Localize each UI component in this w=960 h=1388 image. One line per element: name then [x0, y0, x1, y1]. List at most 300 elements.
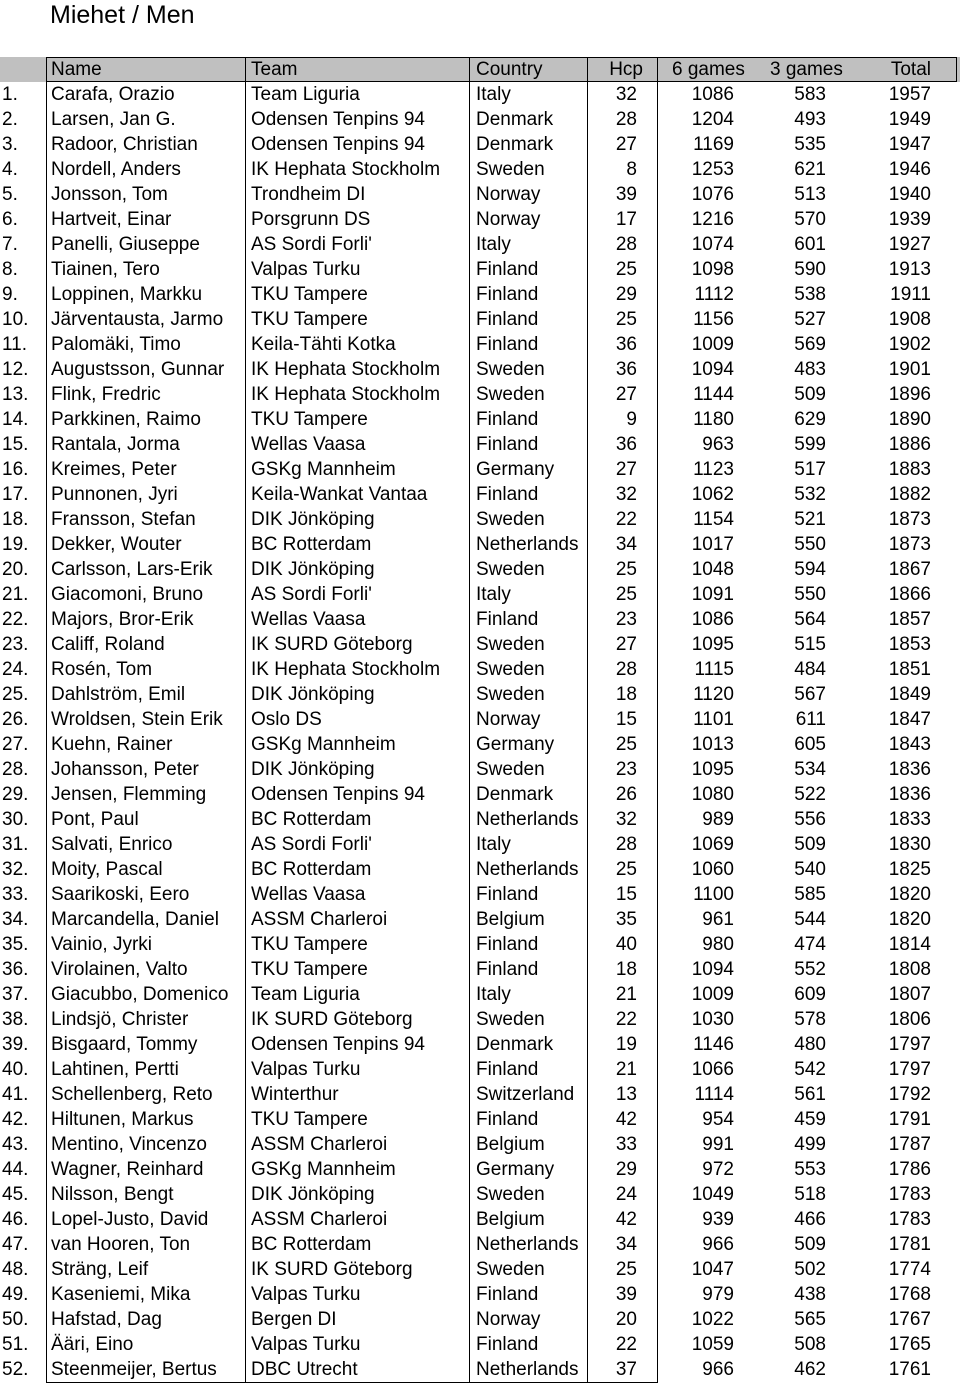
cell-country: Sweden [470, 657, 588, 682]
cell-total: 1957 [888, 84, 931, 105]
table-row [0, 1357, 960, 1382]
cell-country: Netherlands [470, 532, 588, 557]
cell-hcp: 25 [588, 857, 658, 882]
table-row [0, 782, 960, 807]
cell-name: Jensen, Flemming [46, 782, 246, 807]
cell-total: 1901 [888, 359, 931, 380]
cell-three-games: 550 [794, 534, 826, 555]
cell-total: 1792 [888, 1084, 931, 1105]
cell-three-games: 605 [794, 734, 826, 755]
cell-three-games: 561 [794, 1084, 826, 1105]
cell-team: IK Hephata Stockholm [246, 357, 470, 382]
cell-rank: 41. [2, 1084, 29, 1105]
cell-country: Netherlands [470, 857, 588, 882]
cell-country: Sweden [470, 1182, 588, 1207]
cell-rank: 10. [2, 309, 29, 330]
cell-six-games: 939 [702, 1209, 734, 1230]
cell-hcp: 18 [588, 957, 658, 982]
cell-name: Saarikoski, Eero [46, 882, 246, 907]
cell-six-games: 1009 [691, 984, 734, 1005]
cell-country: Netherlands [470, 807, 588, 832]
cell-total: 1761 [888, 1359, 931, 1380]
cell-total: 1857 [888, 609, 931, 630]
table-row [0, 307, 960, 332]
cell-country: Germany [470, 1157, 588, 1182]
cell-name: Salvati, Enrico [46, 832, 246, 857]
results-table [0, 57, 960, 1382]
cell-three-games: 540 [794, 859, 826, 880]
cell-rank: 23. [2, 634, 29, 655]
cell-team: ASSM Charleroi [246, 1132, 470, 1157]
cell-six-games: 1156 [693, 309, 734, 330]
cell-total: 1890 [888, 409, 931, 430]
cell-name: Fransson, Stefan [46, 507, 246, 532]
cell-total: 1833 [888, 809, 931, 830]
cell-total: 1820 [888, 884, 931, 905]
table-row [0, 1232, 960, 1257]
cell-three-games: 601 [794, 234, 826, 255]
cell-total: 1787 [888, 1134, 931, 1155]
cell-rank: 45. [2, 1184, 29, 1205]
cell-country: Italy [470, 582, 588, 607]
cell-country: Italy [470, 82, 588, 107]
cell-country: Finland [470, 282, 588, 307]
table-row [0, 482, 960, 507]
cell-name: Rosén, Tom [46, 657, 246, 682]
cell-country: Finland [470, 957, 588, 982]
table-row [0, 1032, 960, 1057]
cell-rank: 47. [2, 1234, 29, 1255]
table-bottom-border [46, 1382, 658, 1383]
cell-hcp: 29 [588, 1157, 658, 1182]
cell-country: Norway [470, 707, 588, 732]
cell-country: Germany [470, 732, 588, 757]
cell-total: 1940 [888, 184, 931, 205]
cell-total: 1853 [888, 634, 931, 655]
cell-team: Oslo DS [246, 707, 470, 732]
cell-rank: 34. [2, 909, 29, 930]
cell-rank: 2. [2, 109, 18, 130]
cell-rank: 33. [2, 884, 29, 905]
cell-six-games: 963 [702, 434, 734, 455]
cell-three-games: 542 [794, 1059, 826, 1080]
header-rank [0, 57, 46, 82]
cell-country: Finland [470, 1332, 588, 1357]
cell-team: Trondheim DI [246, 182, 470, 207]
cell-name: Marcandella, Daniel [46, 907, 246, 932]
cell-team: Team Liguria [246, 982, 470, 1007]
cell-country: Finland [470, 932, 588, 957]
cell-total: 1825 [888, 859, 931, 880]
header-country: Country [470, 57, 588, 82]
cell-team: GSKg Mannheim [246, 1157, 470, 1182]
cell-six-games: 1048 [691, 559, 734, 580]
cell-three-games: 556 [794, 809, 826, 830]
table-row [0, 232, 960, 257]
cell-rank: 5. [2, 184, 18, 205]
cell-six-games: 1169 [693, 134, 734, 155]
cell-three-games: 590 [794, 259, 826, 280]
table-row [0, 1307, 960, 1332]
cell-rank: 26. [2, 709, 29, 730]
table-row [0, 1082, 960, 1107]
cell-six-games: 1094 [691, 959, 734, 980]
cell-rank: 46. [2, 1209, 29, 1230]
table-row [0, 982, 960, 1007]
cell-total: 1808 [888, 959, 931, 980]
cell-country: Switzerland [470, 1082, 588, 1107]
cell-country: Germany [470, 457, 588, 482]
cell-rank: 16. [2, 459, 29, 480]
cell-hcp: 8 [588, 157, 658, 182]
cell-total: 1783 [888, 1209, 931, 1230]
cell-team: BC Rotterdam [246, 857, 470, 882]
cell-team: Team Liguria [246, 82, 470, 107]
cell-total: 1807 [888, 984, 931, 1005]
header-team: Team [246, 57, 470, 82]
cell-six-games: 1086 [691, 84, 734, 105]
cell-six-games: 1009 [691, 334, 734, 355]
cell-hcp: 18 [588, 682, 658, 707]
cell-team: IK Hephata Stockholm [246, 382, 470, 407]
cell-six-games: 1123 [693, 459, 734, 480]
table-row [0, 207, 960, 232]
cell-country: Sweden [470, 682, 588, 707]
cell-hcp: 19 [588, 1032, 658, 1057]
cell-hcp: 24 [588, 1182, 658, 1207]
cell-total: 1786 [888, 1159, 931, 1180]
cell-team: TKU Tampere [246, 282, 470, 307]
cell-six-games: 1094 [691, 359, 734, 380]
cell-three-games: 509 [794, 834, 826, 855]
cell-rank: 48. [2, 1259, 29, 1280]
cell-team: Valpas Turku [246, 1057, 470, 1082]
cell-country: Italy [470, 232, 588, 257]
table-row [0, 1257, 960, 1282]
cell-three-games: 611 [795, 709, 826, 730]
cell-total: 1783 [888, 1184, 931, 1205]
cell-team: Odensen Tenpins 94 [246, 1032, 470, 1057]
cell-country: Finland [470, 482, 588, 507]
cell-rank: 12. [2, 359, 29, 380]
cell-hcp: 36 [588, 432, 658, 457]
cell-rank: 18. [2, 509, 29, 530]
cell-hcp: 36 [588, 357, 658, 382]
cell-country: Finland [470, 307, 588, 332]
cell-three-games: 567 [794, 684, 826, 705]
cell-three-games: 515 [794, 634, 826, 655]
page-title: Miehet / Men [50, 1, 195, 29]
cell-three-games: 564 [794, 609, 826, 630]
table-row [0, 757, 960, 782]
cell-team: Wellas Vaasa [246, 432, 470, 457]
cell-country: Denmark [470, 132, 588, 157]
cell-country: Finland [470, 332, 588, 357]
cell-name: Jonsson, Tom [46, 182, 246, 207]
cell-hcp: 25 [588, 307, 658, 332]
table-row [0, 507, 960, 532]
cell-name: Virolainen, Valto [46, 957, 246, 982]
cell-name: Johansson, Peter [46, 757, 246, 782]
cell-total: 1946 [888, 159, 931, 180]
table-row [0, 632, 960, 657]
table-row [0, 1007, 960, 1032]
cell-total: 1767 [888, 1309, 931, 1330]
header-hcp: Hcp [588, 57, 658, 82]
cell-three-games: 538 [794, 284, 826, 305]
cell-hcp: 27 [588, 632, 658, 657]
cell-total: 1814 [888, 934, 931, 955]
cell-team: TKU Tampere [246, 1107, 470, 1132]
cell-six-games: 1180 [693, 409, 734, 430]
cell-team: IK SURD Göteborg [246, 632, 470, 657]
cell-team: DIK Jönköping [246, 1182, 470, 1207]
table-row [0, 582, 960, 607]
table-row [0, 1332, 960, 1357]
table-row [0, 107, 960, 132]
table-row [0, 1207, 960, 1232]
cell-team: Keila-Tähti Kotka [246, 332, 470, 357]
cell-three-games: 535 [794, 134, 826, 155]
cell-six-games: 1049 [691, 1184, 734, 1205]
cell-rank: 6. [2, 209, 18, 230]
cell-three-games: 483 [794, 359, 826, 380]
cell-team: Keila-Wankat Vantaa [246, 482, 470, 507]
cell-hcp: 25 [588, 582, 658, 607]
cell-rank: 27. [2, 734, 29, 755]
cell-rank: 29. [2, 784, 29, 805]
cell-team: GSKg Mannheim [246, 732, 470, 757]
table-row [0, 332, 960, 357]
cell-hcp: 23 [588, 607, 658, 632]
cell-three-games: 578 [794, 1009, 826, 1030]
cell-rank: 22. [2, 609, 29, 630]
cell-team: Odensen Tenpins 94 [246, 107, 470, 132]
cell-six-games: 1101 [693, 709, 734, 730]
cell-three-games: 544 [794, 909, 826, 930]
cell-rank: 24. [2, 659, 29, 680]
cell-country: Sweden [470, 357, 588, 382]
cell-hcp: 25 [588, 257, 658, 282]
cell-total: 1896 [888, 384, 931, 405]
table-row [0, 682, 960, 707]
cell-team: IK SURD Göteborg [246, 1257, 470, 1282]
cell-six-games: 1095 [691, 634, 734, 655]
cell-total: 1949 [888, 109, 931, 130]
cell-name: Bisgaard, Tommy [46, 1032, 246, 1057]
cell-total: 1902 [888, 334, 931, 355]
cell-rank: 1. [2, 84, 18, 105]
cell-country: Sweden [470, 157, 588, 182]
table-row [0, 432, 960, 457]
cell-total: 1867 [888, 559, 931, 580]
cell-total: 1882 [888, 484, 931, 505]
table-row [0, 907, 960, 932]
cell-six-games: 1069 [691, 834, 734, 855]
cell-total: 1883 [888, 459, 931, 480]
cell-total: 1806 [888, 1009, 931, 1030]
cell-rank: 8. [2, 259, 18, 280]
cell-rank: 28. [2, 759, 29, 780]
cell-name: Larsen, Jan G. [46, 107, 246, 132]
cell-country: Sweden [470, 382, 588, 407]
table-row [0, 1132, 960, 1157]
cell-six-games: 1062 [691, 484, 734, 505]
cell-country: Finland [470, 257, 588, 282]
cell-total: 1765 [888, 1334, 931, 1355]
cell-country: Belgium [470, 1132, 588, 1157]
cell-name: Parkkinen, Raimo [46, 407, 246, 432]
cell-three-games: 522 [794, 784, 826, 805]
cell-six-games: 1076 [691, 184, 734, 205]
cell-three-games: 518 [794, 1184, 826, 1205]
cell-name: Nordell, Anders [46, 157, 246, 182]
cell-rank: 19. [2, 534, 29, 555]
cell-name: Wagner, Reinhard [46, 1157, 246, 1182]
cell-total: 1913 [888, 259, 931, 280]
cell-six-games: 1154 [693, 509, 734, 530]
cell-hcp: 39 [588, 182, 658, 207]
cell-team: AS Sordi Forli' [246, 582, 470, 607]
cell-name: Carafa, Orazio [46, 82, 246, 107]
cell-three-games: 629 [794, 409, 826, 430]
cell-total: 1873 [888, 509, 931, 530]
cell-country: Finland [470, 607, 588, 632]
cell-total: 1911 [890, 284, 931, 305]
table-row [0, 707, 960, 732]
cell-name: Lopel-Justo, David [46, 1207, 246, 1232]
cell-name: Dahlström, Emil [46, 682, 246, 707]
cell-six-games: 1112 [694, 284, 734, 305]
cell-country: Finland [470, 1107, 588, 1132]
cell-total: 1927 [888, 234, 931, 255]
cell-rank: 49. [2, 1284, 29, 1305]
cell-team: TKU Tampere [246, 957, 470, 982]
cell-three-games: 583 [794, 84, 826, 105]
cell-hcp: 15 [588, 882, 658, 907]
cell-three-games: 565 [794, 1309, 826, 1330]
cell-team: Wellas Vaasa [246, 607, 470, 632]
cell-hcp: 25 [588, 732, 658, 757]
cell-country: Italy [470, 832, 588, 857]
cell-six-games: 1066 [691, 1059, 734, 1080]
cell-hcp: 21 [588, 1057, 658, 1082]
cell-hcp: 34 [588, 1232, 658, 1257]
cell-name: Schellenberg, Reto [46, 1082, 246, 1107]
cell-name: Radoor, Christian [46, 132, 246, 157]
cell-six-games: 972 [702, 1159, 734, 1180]
cell-team: DBC Utrecht [246, 1357, 470, 1382]
cell-three-games: 493 [794, 109, 826, 130]
cell-six-games: 1060 [691, 859, 734, 880]
cell-country: Belgium [470, 907, 588, 932]
cell-rank: 4. [2, 159, 18, 180]
table-row [0, 882, 960, 907]
cell-total: 1866 [888, 584, 931, 605]
cell-country: Sweden [470, 1257, 588, 1282]
cell-country: Denmark [470, 782, 588, 807]
cell-hcp: 22 [588, 507, 658, 532]
cell-name: Flink, Fredric [46, 382, 246, 407]
cell-hcp: 13 [588, 1082, 658, 1107]
cell-country: Norway [470, 182, 588, 207]
cell-country: Sweden [470, 632, 588, 657]
cell-six-games: 1144 [693, 384, 734, 405]
cell-total: 1847 [888, 709, 931, 730]
cell-hcp: 27 [588, 457, 658, 482]
cell-rank: 43. [2, 1134, 29, 1155]
cell-rank: 14. [2, 409, 29, 430]
table-row [0, 357, 960, 382]
header-3-games: 3 games [770, 59, 843, 80]
cell-team: Wellas Vaasa [246, 882, 470, 907]
cell-three-games: 499 [794, 1134, 826, 1155]
cell-hcp: 9 [588, 407, 658, 432]
cell-three-games: 599 [794, 434, 826, 455]
cell-three-games: 480 [794, 1034, 826, 1055]
cell-name: Steenmeijer, Bertus [46, 1357, 246, 1382]
cell-rank: 30. [2, 809, 29, 830]
header-name: Name [46, 57, 246, 82]
table-row [0, 932, 960, 957]
table-row [0, 957, 960, 982]
cell-hcp: 25 [588, 557, 658, 582]
cell-rank: 15. [2, 434, 29, 455]
cell-total: 1774 [888, 1259, 931, 1280]
table-row [0, 457, 960, 482]
cell-name: Giacubbo, Domenico [46, 982, 246, 1007]
cell-rank: 13. [2, 384, 29, 405]
cell-country: Finland [470, 882, 588, 907]
cell-team: Bergen DI [246, 1307, 470, 1332]
cell-six-games: 1080 [691, 784, 734, 805]
table-row [0, 1282, 960, 1307]
table-row [0, 807, 960, 832]
cell-rank: 52. [2, 1359, 29, 1380]
cell-six-games: 1086 [691, 609, 734, 630]
cell-total: 1851 [888, 659, 931, 680]
cell-rank: 39. [2, 1034, 29, 1055]
cell-rank: 7. [2, 234, 18, 255]
cell-name: Ääri, Eino [46, 1332, 246, 1357]
cell-six-games: 1098 [691, 259, 734, 280]
cell-hcp: 29 [588, 282, 658, 307]
cell-hcp: 33 [588, 1132, 658, 1157]
cell-six-games: 1095 [691, 759, 734, 780]
cell-name: Wroldsen, Stein Erik [46, 707, 246, 732]
cell-three-games: 553 [794, 1159, 826, 1180]
cell-six-games: 1013 [691, 734, 734, 755]
cell-three-games: 585 [794, 884, 826, 905]
cell-three-games: 594 [794, 559, 826, 580]
cell-name: Majors, Bror-Erik [46, 607, 246, 632]
cell-total: 1791 [888, 1109, 931, 1130]
cell-hcp: 22 [588, 1007, 658, 1032]
table-row [0, 857, 960, 882]
table-row [0, 532, 960, 557]
cell-six-games: 1204 [691, 109, 734, 130]
cell-name: Kaseniemi, Mika [46, 1282, 246, 1307]
cell-three-games: 532 [794, 484, 826, 505]
cell-country: Sweden [470, 757, 588, 782]
table-row [0, 382, 960, 407]
cell-hcp: 42 [588, 1107, 658, 1132]
table-row [0, 607, 960, 632]
cell-six-games: 991 [702, 1134, 734, 1155]
cell-team: AS Sordi Forli' [246, 232, 470, 257]
cell-six-games: 989 [702, 809, 734, 830]
cell-hcp: 32 [588, 807, 658, 832]
